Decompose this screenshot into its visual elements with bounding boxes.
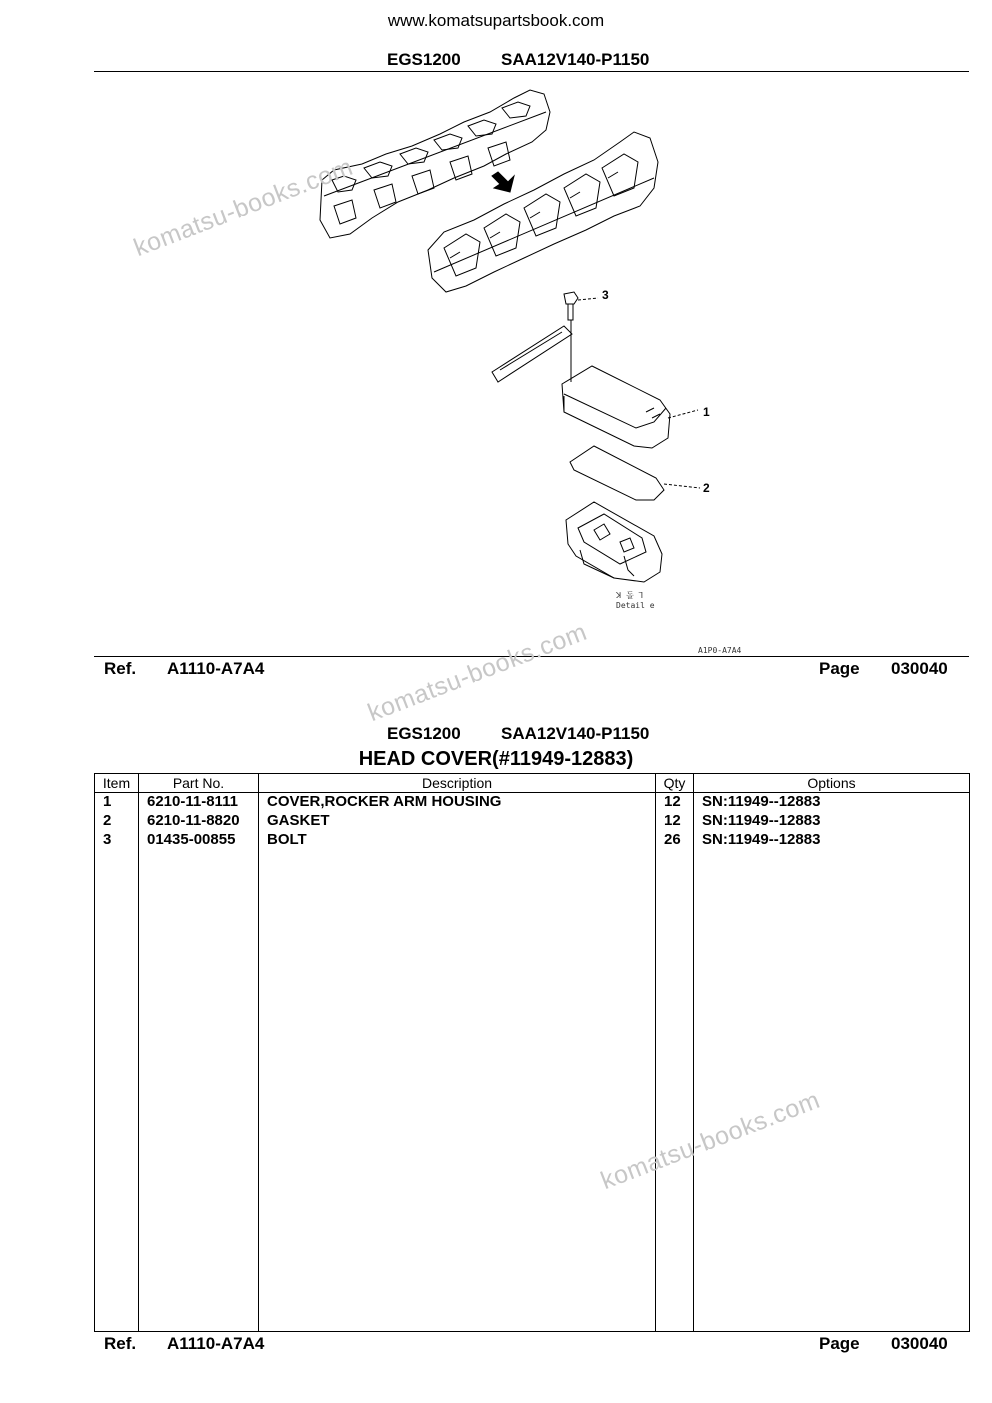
callout-3: 3	[602, 288, 609, 302]
lower-model: EGS1200	[387, 724, 461, 743]
page-label-top: Page	[819, 659, 860, 678]
cylinder-head-part	[566, 502, 662, 582]
section-title: HEAD COVER(#11949-12883)	[358, 748, 634, 770]
cell-description: BOLT	[259, 831, 656, 850]
cell-qty: 12	[656, 812, 694, 831]
detail-label: Detail e	[616, 601, 655, 610]
page-number-bottom: 030040	[891, 1334, 948, 1353]
cell-qty: 12	[656, 793, 694, 813]
top-engine: SAA12V140-P1150	[501, 50, 650, 69]
col-header-description: Description	[259, 774, 656, 793]
ref-label-bottom: Ref.	[104, 1334, 137, 1353]
ref-code-top: A1110-A7A4	[167, 659, 265, 678]
figure-code: A1P0-A7A4	[698, 646, 742, 655]
page-label-bottom: Page	[819, 1334, 860, 1353]
table-row	[95, 831, 970, 850]
cell-options: SN:11949--12883	[694, 831, 970, 850]
gasket-strip	[492, 326, 572, 382]
table-row	[95, 812, 970, 831]
cell-item: 1	[95, 793, 139, 813]
exploded-parts-diagram	[94, 72, 969, 657]
detail-code: ꓘ 돌 ꓶ	[616, 591, 644, 600]
gasket-part	[570, 446, 700, 500]
bolt-part	[564, 292, 598, 320]
ref-label-top: Ref.	[104, 659, 137, 678]
cell-description: COVER,ROCKER ARM HOUSING	[259, 793, 656, 813]
table-header-row	[95, 774, 970, 793]
engine-head-row-upper	[320, 90, 550, 238]
watermark-2: komatsu-books.com	[364, 617, 591, 728]
col-header-options: Options	[694, 774, 970, 793]
cell-item: 2	[95, 812, 139, 831]
cell-item: 3	[95, 831, 139, 850]
cell-part-no: 6210-11-8820	[139, 812, 259, 831]
table-row	[95, 793, 970, 813]
head-cover-part	[562, 366, 698, 448]
mid-rule	[94, 656, 969, 657]
cell-options: SN:11949--12883	[694, 812, 970, 831]
top-model: EGS1200	[387, 50, 461, 69]
engine-head-row-lower	[428, 132, 658, 292]
cell-part-no: 6210-11-8111	[139, 793, 259, 813]
table-filler-row	[95, 850, 970, 1332]
site-url: www.komatsupartsbook.com	[387, 11, 605, 30]
cell-qty: 26	[656, 831, 694, 850]
col-header-qty: Qty	[656, 774, 694, 793]
cell-part-no: 01435-00855	[139, 831, 259, 850]
lower-engine: SAA12V140-P1150	[501, 724, 650, 743]
col-header-item: Item	[95, 774, 139, 793]
cell-options: SN:11949--12883	[694, 793, 970, 813]
page-number-top: 030040	[891, 659, 948, 678]
watermark-1: komatsu-books.com	[130, 152, 357, 263]
cell-description: GASKET	[259, 812, 656, 831]
callout-2: 2	[703, 481, 710, 495]
parts-table	[94, 773, 970, 1332]
ref-code-bottom: A1110-A7A4	[167, 1334, 265, 1353]
direction-arrow	[492, 172, 514, 192]
callout-1: 1	[703, 405, 710, 419]
watermark-3: komatsu-books.com	[597, 1085, 824, 1196]
col-header-part-no: Part No.	[139, 774, 259, 793]
